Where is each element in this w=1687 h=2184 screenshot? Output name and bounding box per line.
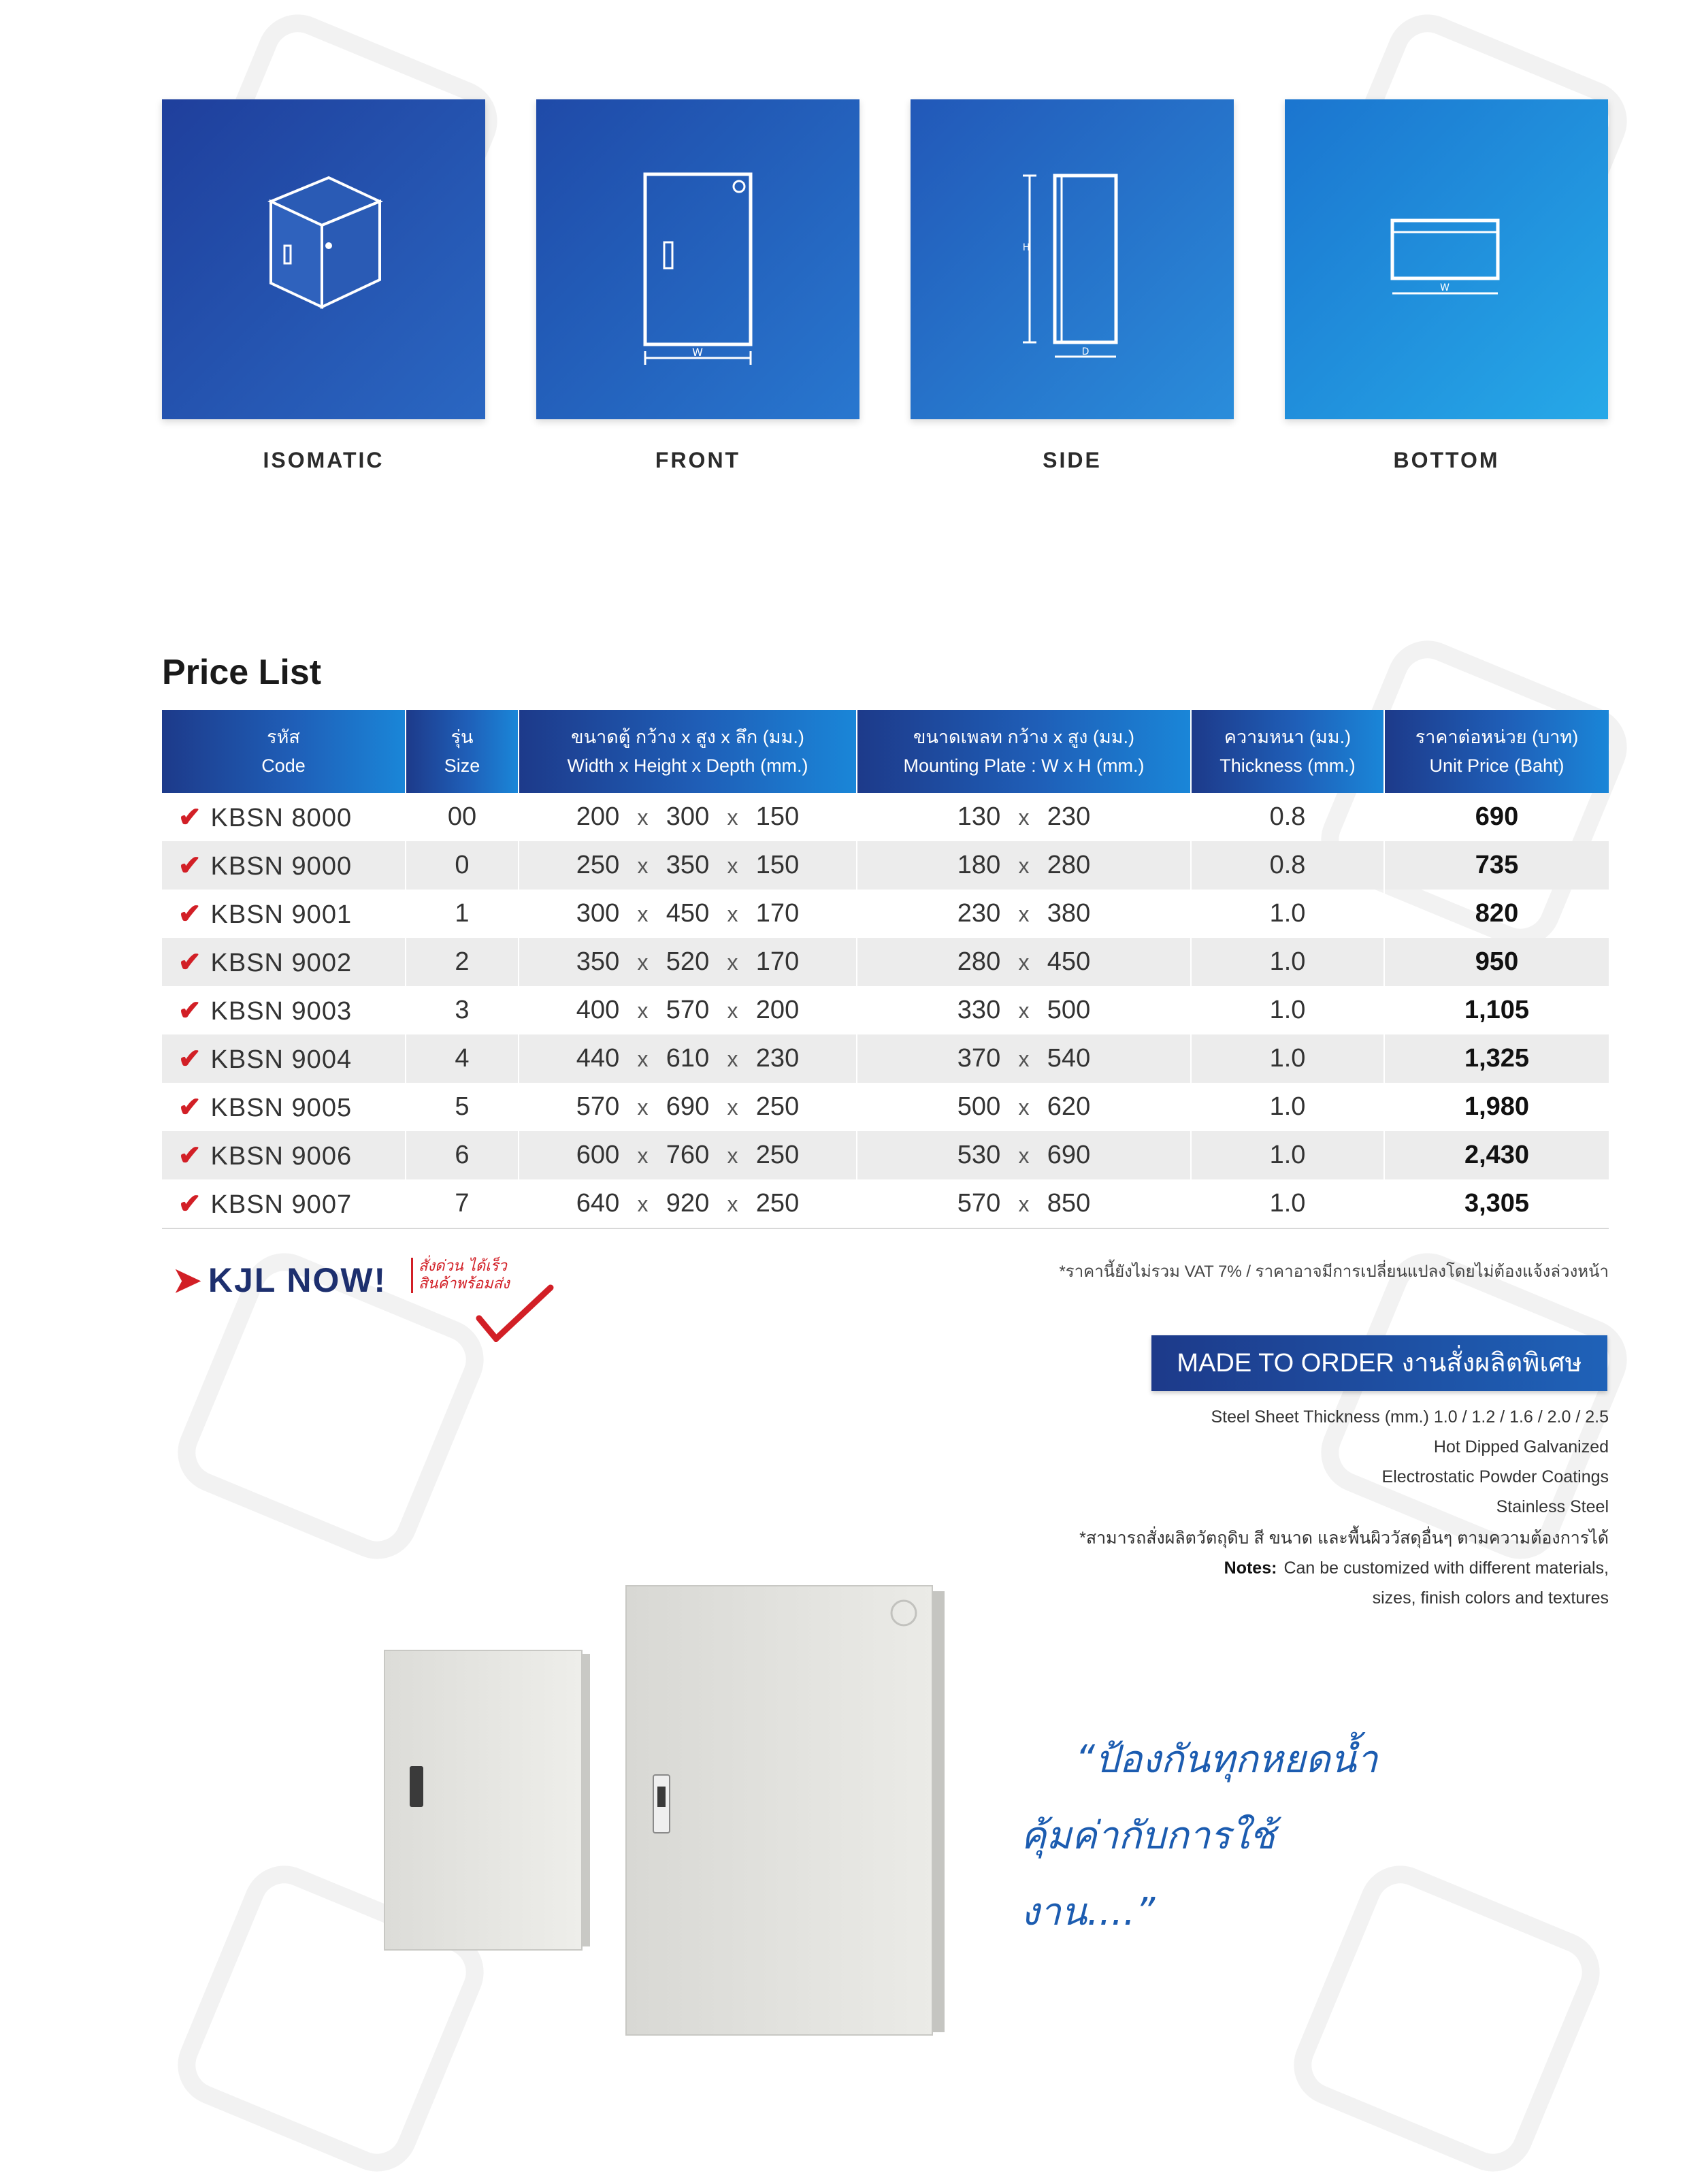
cell-thickness: 1.0 (1191, 1131, 1384, 1179)
cell-size: 4 (406, 1034, 519, 1083)
cell-size: 7 (406, 1179, 519, 1228)
table-row (162, 841, 1609, 890)
header-code: รหัส Code (162, 710, 406, 793)
cell-size: 5 (406, 1083, 519, 1131)
cell-code: ✔ KBSN 9007 (162, 1179, 406, 1228)
cell-code: ✔ KBSN 9000 (162, 841, 406, 890)
spec-line: Electrostatic Powder Coatings (1381, 1467, 1609, 1486)
cabinet-views (162, 99, 1608, 480)
cell-code: ✔ KBSN 9001 (162, 890, 406, 938)
cell-price: 1,105 (1464, 996, 1530, 1024)
check-icon: ✔ (178, 1043, 201, 1074)
cell-dimensions: 600 x 760 x 250 (519, 1131, 857, 1179)
custom-note-thai: *สามารถสั่งผลิตวัตถุดิบ สี ขนาด และพื้นผิววัสดุอื่นๆ ตามความต้องการได้ (1079, 1529, 1609, 1548)
cell-price: 820 (1475, 899, 1519, 928)
cell-code: ✔ KBSN 9003 (162, 986, 406, 1034)
cell-thickness: 1.0 (1191, 890, 1384, 938)
cell-mounting-plate: 530 x 690 (857, 1131, 1191, 1179)
cell-dimensions: 440 x 610 x 230 (519, 1034, 857, 1083)
cell-dimensions: 350 x 520 x 170 (519, 938, 857, 986)
check-icon: ✔ (178, 947, 201, 977)
header-unit-price: ราคาต่อหน่วย (บาท) Unit Price (Baht) (1384, 710, 1609, 793)
spec-line: Steel Sheet Thickness (mm.) 1.0 / 1.2 / 1.6 / 2.0 / 2.5 (1211, 1407, 1609, 1427)
cabinet-product-photo (354, 1559, 966, 2089)
cell-code: ✔ KBSN 8000 (162, 793, 406, 841)
cell-price: 1,325 (1384, 1034, 1609, 1083)
view-tile (536, 99, 859, 419)
header-size: รุ่น Size (406, 710, 519, 793)
svg-text:W: W (1440, 282, 1449, 293)
cell-code: ✔ KBSN 9005 (162, 1083, 406, 1131)
view-front (536, 99, 859, 473)
price-list-title: Price List (162, 653, 322, 692)
cell-dimensions: 400 x 570 x 200 (519, 986, 857, 1034)
check-icon: ✔ (178, 850, 201, 881)
cell-mounting-plate: 180 x 280 (857, 841, 1191, 890)
cell-mounting-plate: 330 x 500 (857, 986, 1191, 1034)
view-label: BOTTOM (1393, 448, 1500, 472)
header-dimensions: ขนาดตู้ กว้าง x สูง x ลึก (มม.) Width x Height x Depth (mm.) (519, 710, 857, 793)
logo-text: KJL NOW! (208, 1261, 387, 1299)
table-row (162, 890, 1609, 938)
header-thickness: ความหนา (มม.) Thickness (mm.) (1191, 710, 1384, 793)
cell-size: 2 (406, 938, 519, 986)
cell-mounting-plate: 280 x 450 (857, 938, 1191, 986)
cell-dimensions: 640 x 920 x 250 (519, 1179, 857, 1228)
view-label: FRONT (655, 448, 741, 472)
check-icon: ✔ (178, 1140, 201, 1171)
check-icon: ✔ (178, 898, 201, 929)
cell-size: 0 (406, 841, 519, 890)
cell-mounting-plate: 230 x 380 (857, 890, 1191, 938)
cell-size: 6 (406, 1131, 519, 1179)
spec-line: Hot Dipped Galvanized (1433, 1437, 1609, 1456)
arrow-icon: ➤ (173, 1261, 203, 1299)
table-header-row (162, 710, 1609, 793)
cell-size: 00 (406, 793, 519, 841)
cell-thickness: 1.0 (1191, 938, 1384, 986)
svg-text:W: W (692, 346, 703, 359)
cell-code: ✔ KBSN 9004 (162, 1034, 406, 1083)
view-bottom (1285, 99, 1608, 473)
cell-mounting-plate: 370 x 540 (857, 1034, 1191, 1083)
view-side (911, 99, 1234, 473)
check-icon: ✔ (178, 1092, 201, 1122)
view-label: ISOMATIC (263, 448, 384, 472)
cell-price: 690 (1475, 802, 1519, 831)
slogan-line-2: คุ้มค่ากับการใช้งาน....” (1021, 1814, 1275, 1934)
made-to-order-specs (1211, 1402, 1609, 1522)
check-icon (472, 1281, 554, 1342)
made-to-order-banner: MADE TO ORDER งานสั่งผลิตพิเศษ (1151, 1335, 1607, 1391)
slogan-line-1: “ป้องกันทุกหยดน้ำ (1075, 1738, 1378, 1782)
bottom-cabinet-icon (1285, 99, 1608, 419)
slogan-quote (1021, 1722, 1402, 1951)
logo-tagline: สั่งด่วน ได้เร็ว สินค้าพร้อมส่ง (411, 1258, 510, 1293)
table-row (162, 1179, 1609, 1228)
cell-dimensions: 250 x 350 x 150 (519, 841, 857, 890)
isometric-cabinet-icon (162, 99, 485, 419)
cell-price: 2,430 (1384, 1131, 1609, 1179)
view-tile (162, 99, 485, 419)
cell-price: 735 (1384, 841, 1609, 890)
cell-price: 950 (1384, 938, 1609, 986)
table-row (162, 986, 1609, 1034)
spec-line: Stainless Steel (1496, 1497, 1609, 1516)
cell-mounting-plate: 130 x 230 (857, 793, 1191, 841)
check-icon: ✔ (178, 995, 201, 1026)
cell-thickness: 0.8 (1191, 793, 1384, 841)
check-icon: ✔ (178, 802, 201, 832)
cell-thickness: 0.8 (1191, 841, 1384, 890)
cell-dimensions: 200 x 300 x 150 (519, 793, 857, 841)
custom-notes: *สามารถสั่งผลิตวัตถุดิบ สี ขนาด และพื้นผิววัสดุอื่นๆ ตามความต้องการได้ Notes: Can be customized with different materials, sizes, finish colors and textures (1079, 1523, 1609, 1613)
cell-mounting-plate: 570 x 850 (857, 1179, 1191, 1228)
cell-mounting-plate: 500 x 620 (857, 1083, 1191, 1131)
cell-code: ✔ KBSN 9006 (162, 1131, 406, 1179)
table-row (162, 1083, 1609, 1131)
cell-price: 1,980 (1464, 1092, 1530, 1121)
notes-label: Notes: (1224, 1559, 1277, 1578)
table-row (162, 938, 1609, 986)
view-tile (911, 99, 1234, 419)
price-table (162, 710, 1609, 1229)
header-mounting-plate: ขนาดเพลท กว้าง x สูง (มม.) Mounting Plate : W x H (mm.) (857, 710, 1191, 793)
cell-size: 3 (406, 986, 519, 1034)
side-cabinet-icon (911, 99, 1234, 419)
kjl-now-logo (173, 1254, 568, 1342)
cell-size: 1 (406, 890, 519, 938)
table-row (162, 793, 1609, 841)
view-isometric (162, 99, 485, 473)
cell-price: 3,305 (1384, 1179, 1609, 1228)
cell-thickness: 1.0 (1191, 1034, 1384, 1083)
svg-text:D: D (1081, 346, 1090, 357)
view-tile (1285, 99, 1608, 419)
table-row (162, 1034, 1609, 1083)
cell-code: ✔ KBSN 9002 (162, 938, 406, 986)
view-label: SIDE (1043, 448, 1102, 472)
front-cabinet-icon (536, 99, 859, 419)
check-icon: ✔ (178, 1188, 201, 1219)
table-row (162, 1131, 1609, 1179)
cell-dimensions: 570 x 690 x 250 (519, 1083, 857, 1131)
cell-thickness: 1.0 (1191, 1179, 1384, 1228)
vat-note: *ราคานี้ยังไม่รวม VAT 7% / ราคาอาจมีการเปลี่ยนแปลงโดยไม่ต้องแจ้งล่วงหน้า (1059, 1262, 1609, 1281)
svg-text:H: H (1022, 242, 1030, 253)
cell-dimensions: 300 x 450 x 170 (519, 890, 857, 938)
cell-thickness: 1.0 (1191, 1083, 1384, 1131)
cell-thickness: 1.0 (1191, 986, 1384, 1034)
